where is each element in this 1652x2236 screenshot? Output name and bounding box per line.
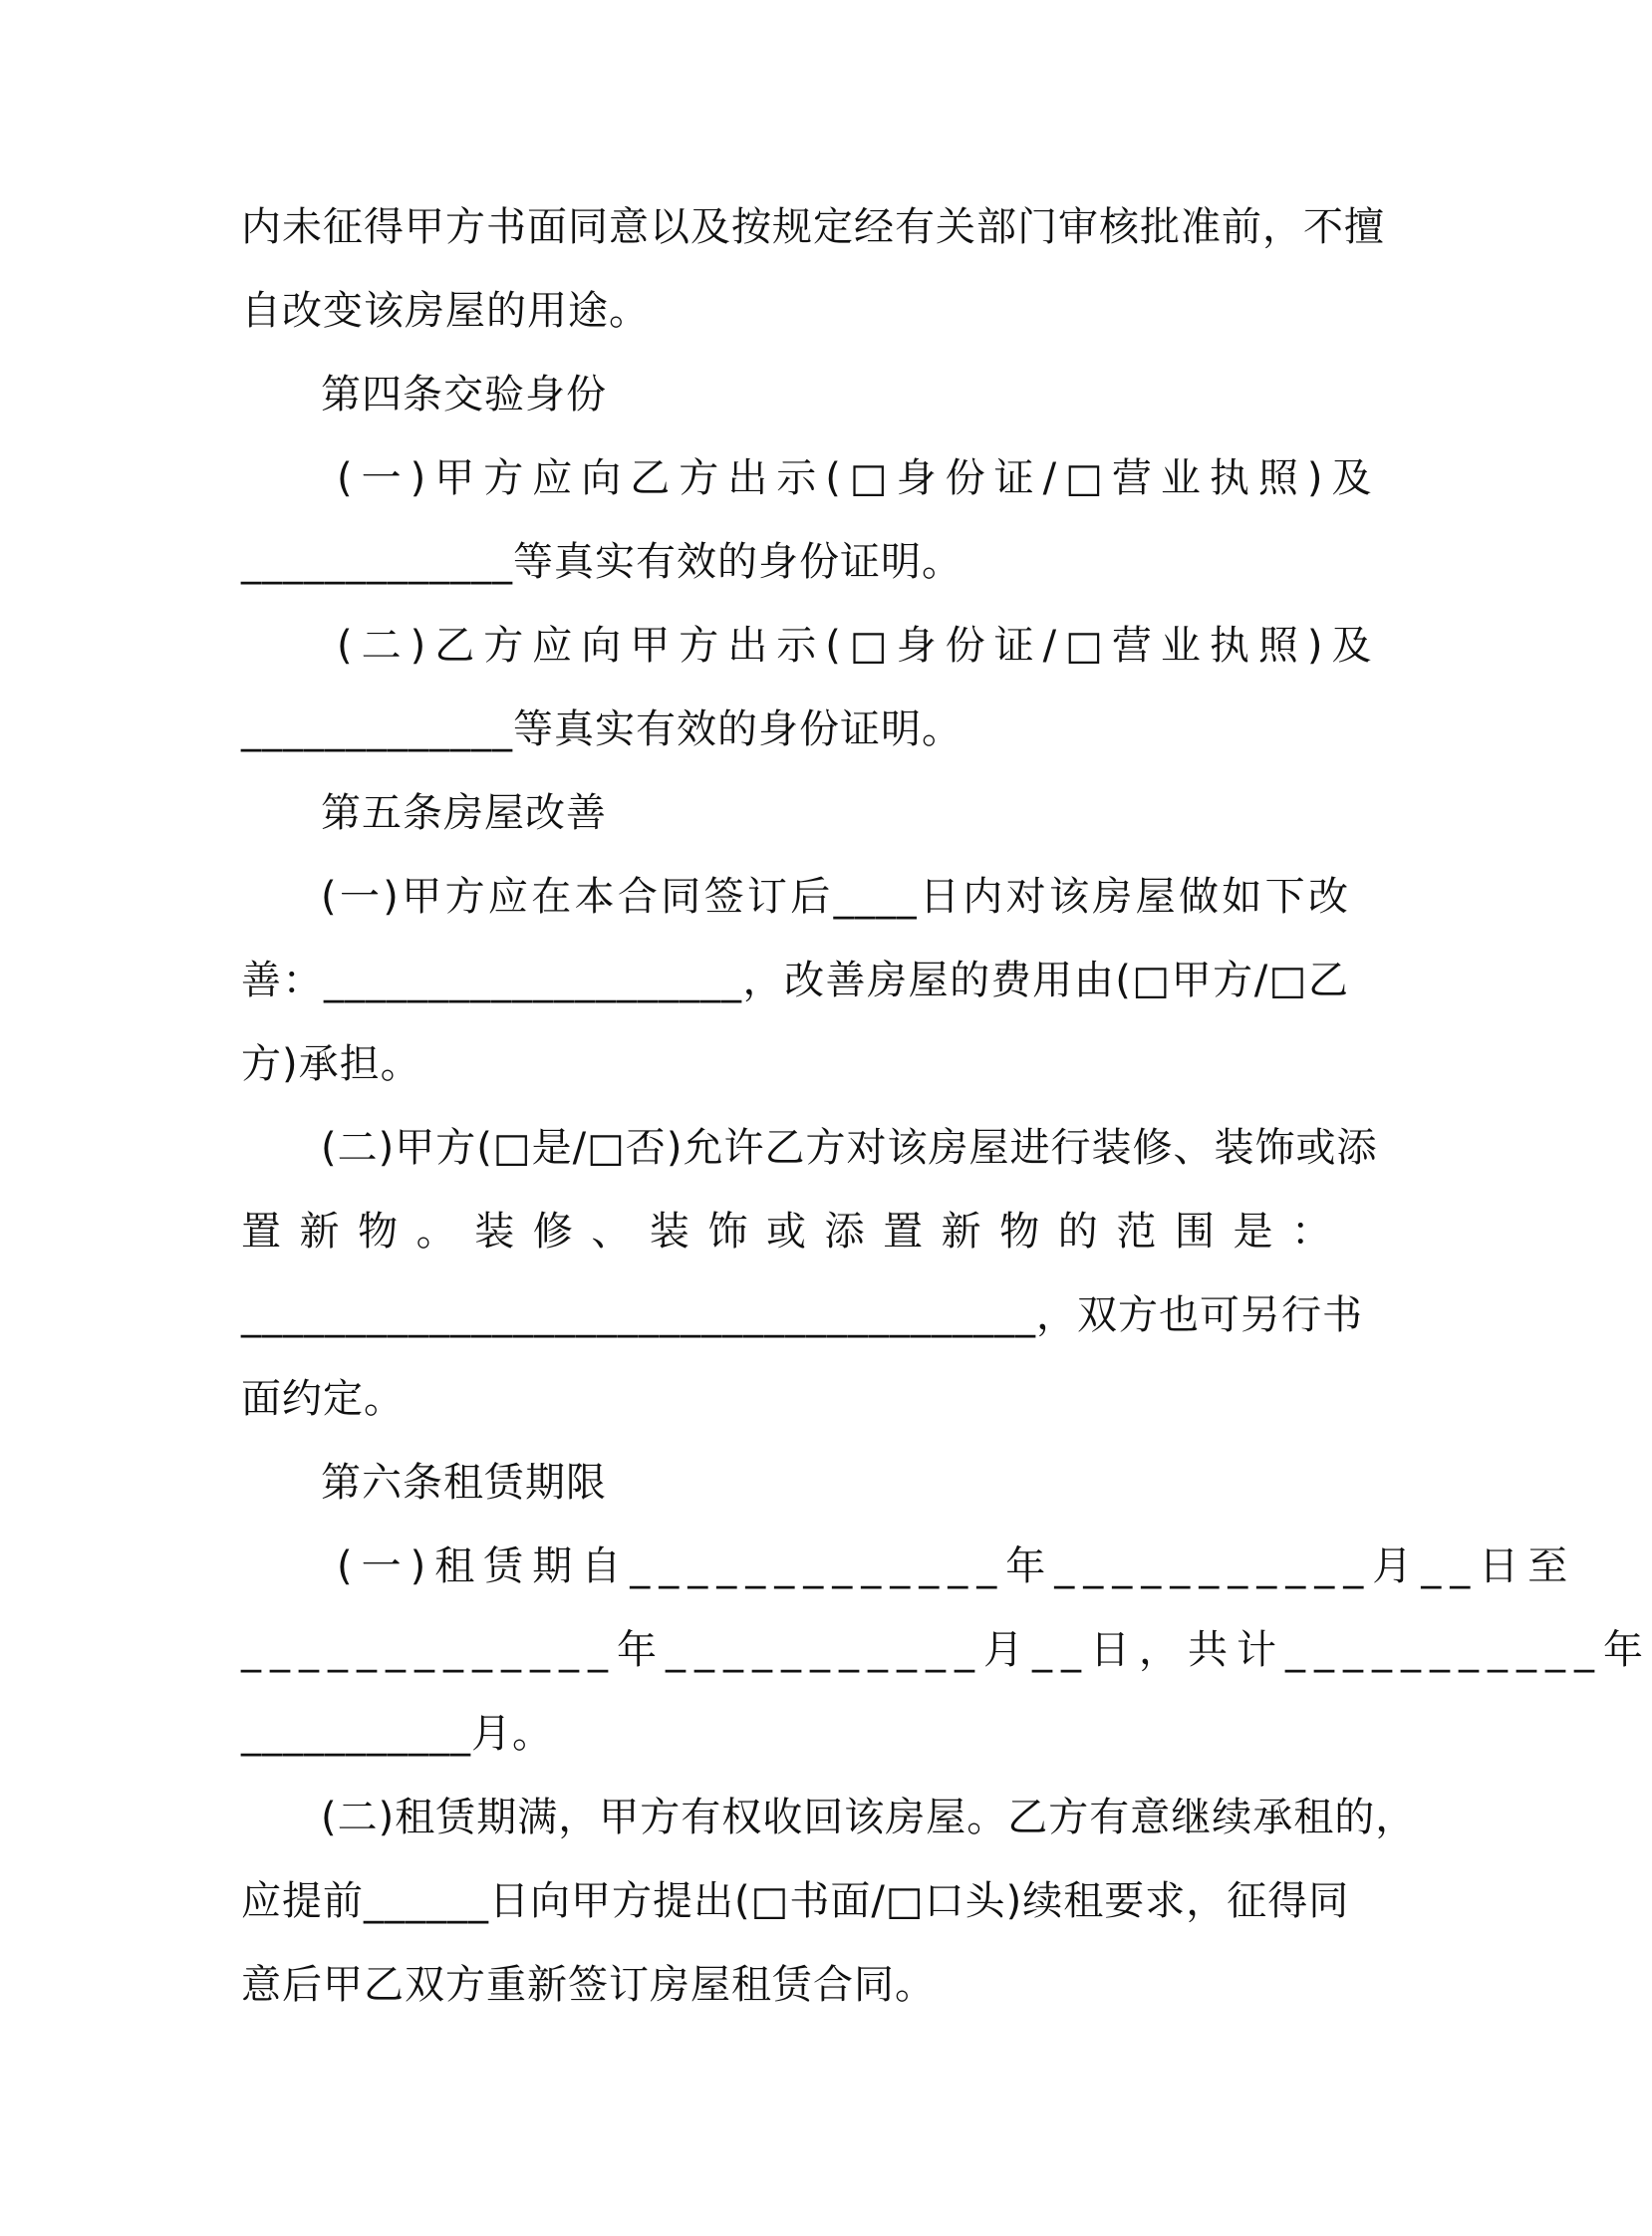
text-line-12: (二)甲方(□是/□否)允许乙方对该房屋进行装修、装饰或添 xyxy=(321,1125,1378,1171)
article-6-heading: 第六条租赁期限 xyxy=(321,1460,607,1506)
text-line-17: (一)租赁期自_____________年___________月__日至 xyxy=(337,1543,1577,1589)
text-line-20: (二)租赁期满，甲方有权收回该房屋。乙方有意继续承租的， xyxy=(321,1795,1417,1840)
text-line-1: 内未征得甲方书面同意以及按规定经有关部门审核批准前，不擅 xyxy=(241,204,1385,250)
text-line-21: 应提前______日向甲方提出(□书面/□口头)续租要求，征得同 xyxy=(241,1878,1350,1924)
text-line-18: _____________年___________月__日，共计___________年 xyxy=(241,1627,1652,1673)
text-line-9: (一)甲方应在本合同签订后____日内对该房屋做如下改 xyxy=(321,874,1349,920)
text-line-6: (二)乙方应向甲方出示(□身份证/□营业执照)及 xyxy=(337,623,1381,669)
text-line-14: ______________________________________，双方也可另行书 xyxy=(241,1292,1363,1338)
text-line-2: 自改变该房屋的用途。 xyxy=(241,288,650,334)
text-line-15: 面约定。 xyxy=(241,1376,405,1422)
text-line-11: 方)承担。 xyxy=(241,1041,421,1087)
text-line-13: 置新物。装修、装饰或添置新物的范围是： xyxy=(241,1209,1349,1255)
text-line-19: ___________月。 xyxy=(241,1711,553,1757)
article-5-heading: 第五条房屋改善 xyxy=(321,790,607,836)
text-line-22: 意后甲乙双方重新签订房屋租赁合同。 xyxy=(241,1962,936,2008)
text-line-7: _____________等真实有效的身份证明。 xyxy=(241,706,963,752)
text-line-10: 善：____________________，改善房屋的费用由(□甲方/□乙 xyxy=(241,958,1349,1003)
text-line-4: (一)甲方应向乙方出示(□身份证/□营业执照)及 xyxy=(337,455,1381,501)
text-line-5: _____________等真实有效的身份证明。 xyxy=(241,539,963,585)
article-4-heading: 第四条交验身份 xyxy=(321,372,607,418)
